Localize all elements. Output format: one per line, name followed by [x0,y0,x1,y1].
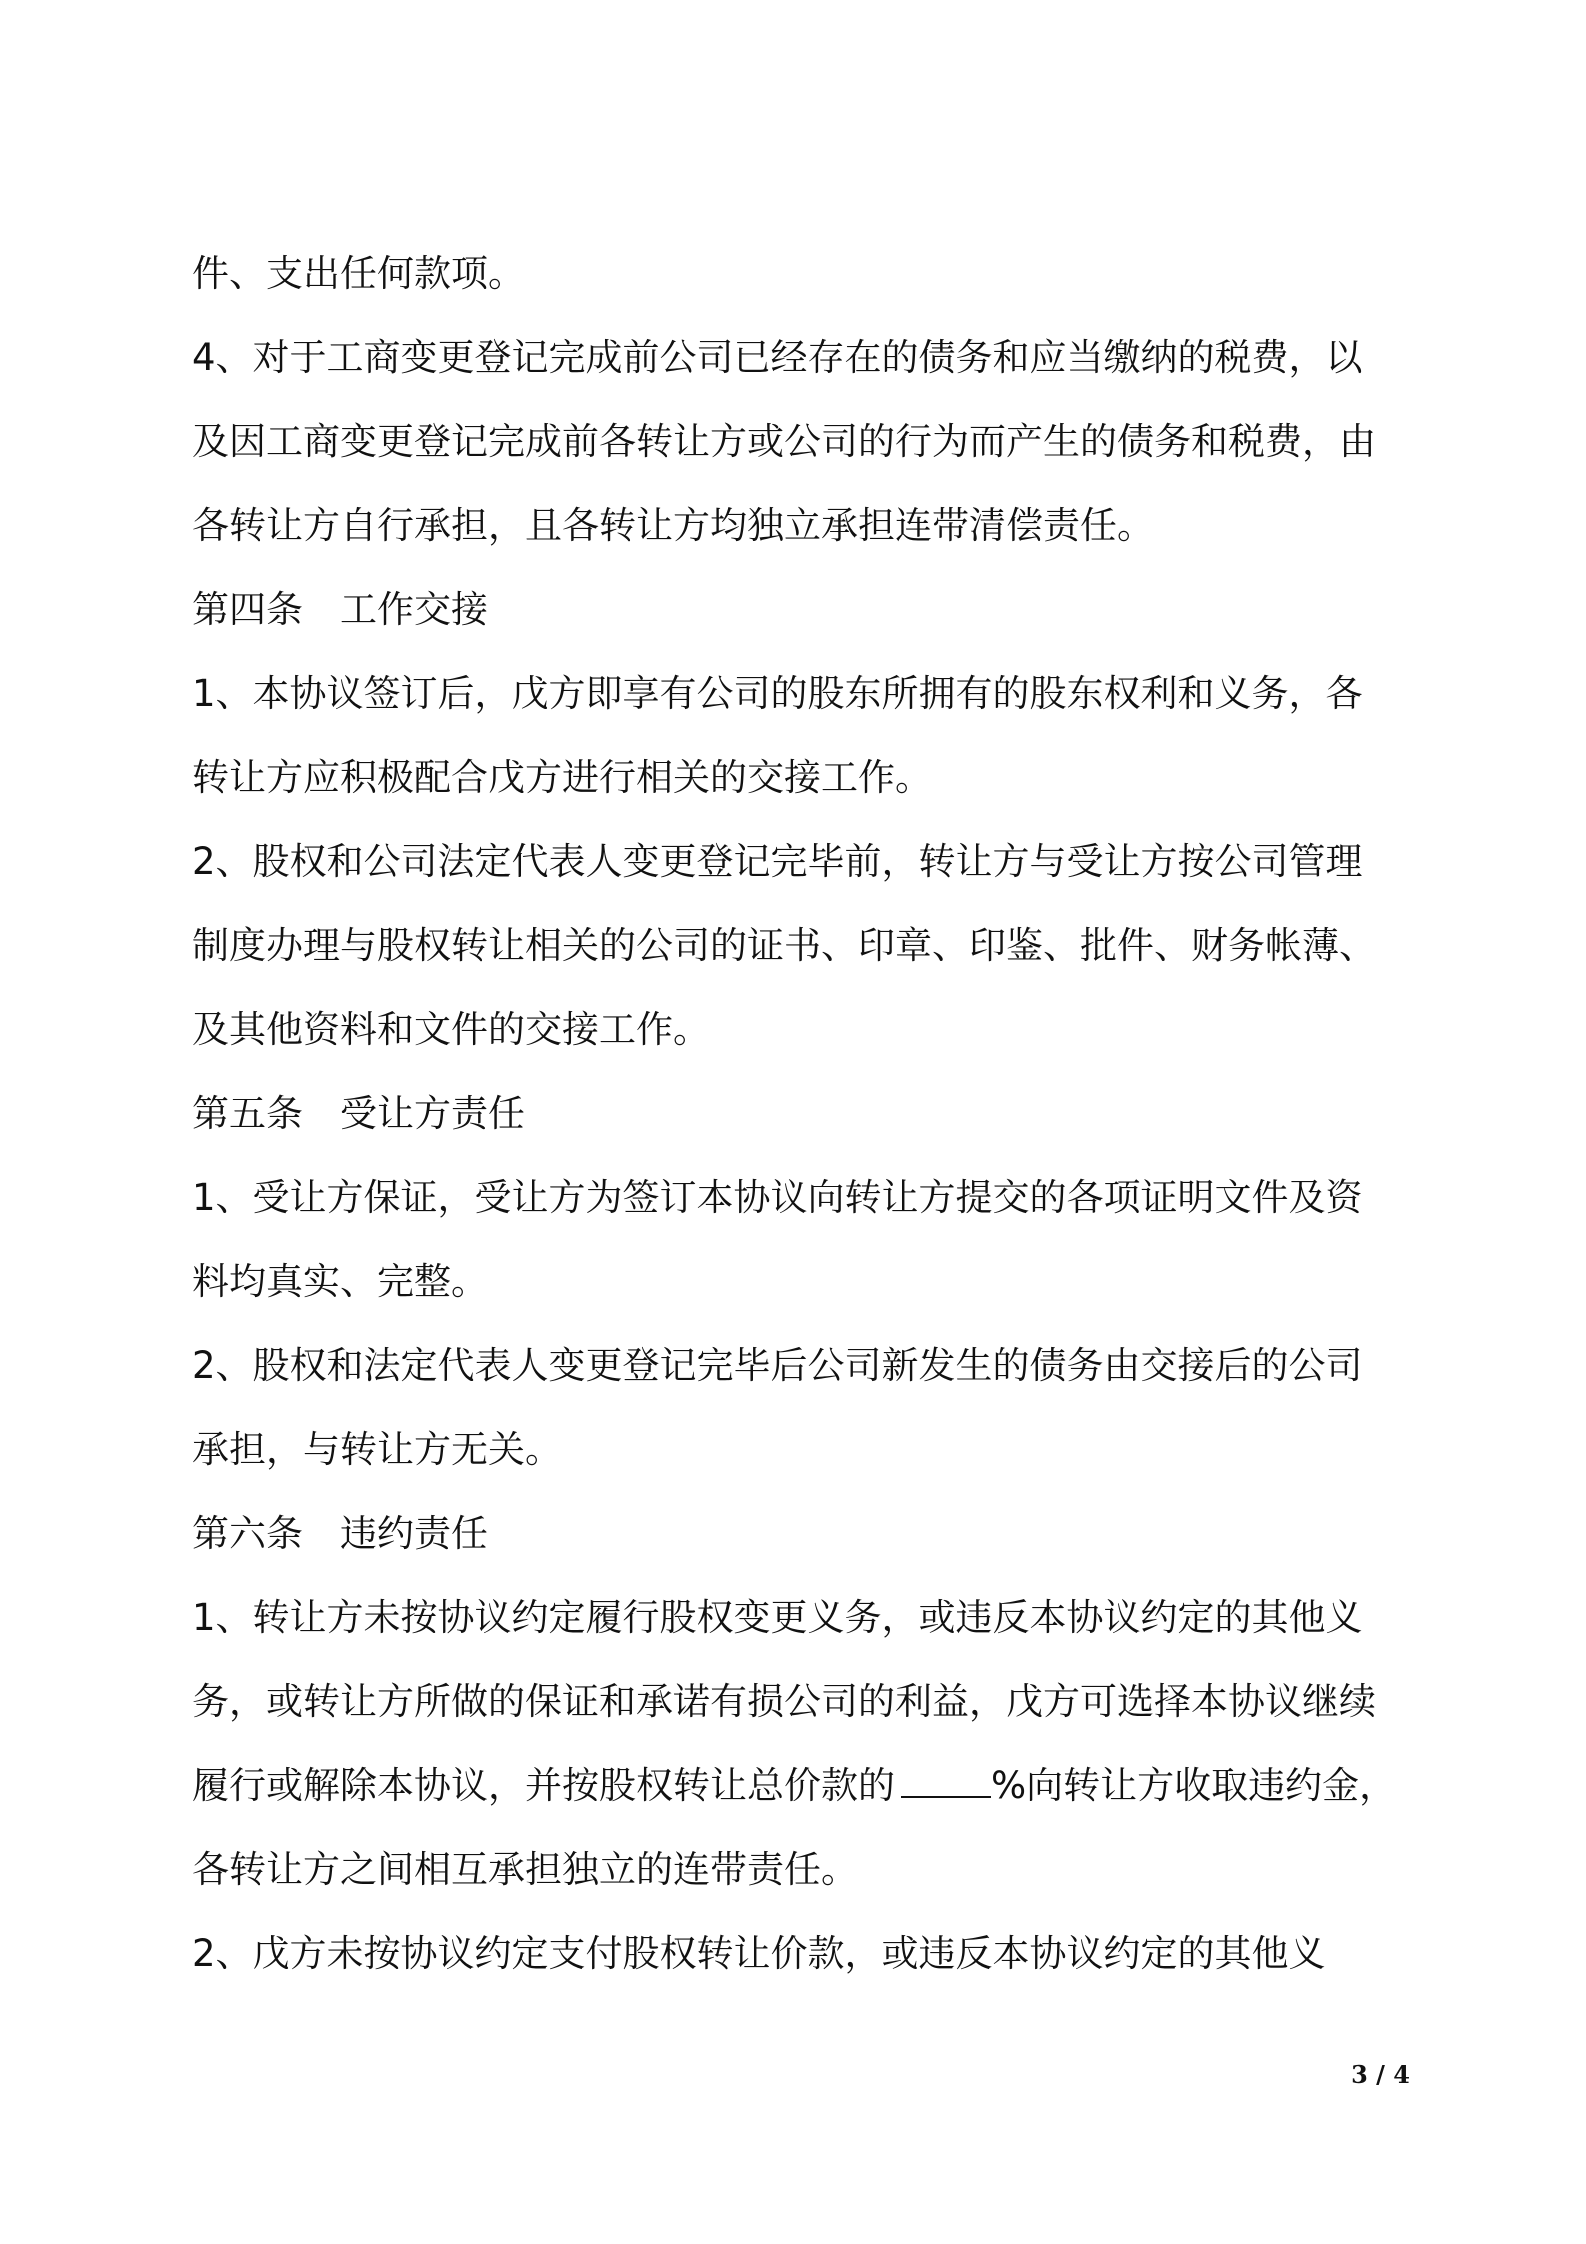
article-4-heading [192,568,1432,652]
article-number: 第五条 [192,1092,303,1135]
article-title: 受让方责任 [340,1092,525,1135]
text-line: 制度办理与股权转让相关的公司的证书、印章、印鉴、批件、财务帐薄、 [192,924,1376,967]
article-5-heading [192,1072,1432,1156]
text-line: 2、股权和法定代表人变更登记完毕后公司新发生的债务由交接后的公司 [192,1344,1363,1387]
text-line: 及因工商变更登记完成前各转让方或公司的行为而产生的债务和税费，由 [192,420,1376,463]
text-line: 承担，与转让方无关。 [192,1428,562,1471]
text-line: 转让方应积极配合戊方进行相关的交接工作。 [192,756,932,799]
text-line: 2、股权和公司法定代表人变更登记完毕前，转让方与受让方按公司管理 [192,840,1363,883]
document-body [192,232,1432,1996]
text-line: 1、本协议签订后，戊方即享有公司的股东所拥有的股东权利和义务，各 [192,672,1363,715]
text-line: 4、对于工商变更登记完成前公司已经存在的债务和应当缴纳的税费，以 [192,336,1363,379]
penalty-line [192,1744,1432,1828]
text-line: 料均真实、完整。 [192,1260,488,1303]
article-title: 工作交接 [340,588,488,631]
penalty-percent-blank [901,1756,991,1798]
text-line: 及其他资料和文件的交接工作。 [192,1008,710,1051]
text-line: 1、转让方未按协议约定履行股权变更义务，或违反本协议约定的其他义 [192,1596,1363,1639]
text-line: 各转让方之间相互承担独立的连带责任。 [192,1848,858,1891]
text-line: 各转让方自行承担，且各转让方均独立承担连带清偿责任。 [192,504,1154,547]
penalty-text-after: %向转让方收取违约金， [991,1764,1397,1807]
penalty-text-before: 履行或解除本协议，并按股权转让总价款的 [192,1764,895,1807]
article-number: 第四条 [192,588,303,631]
text-line: 1、受让方保证，受让方为签订本协议向转让方提交的各项证明文件及资 [192,1176,1363,1219]
article-title: 违约责任 [340,1512,488,1555]
article-number: 第六条 [192,1512,303,1555]
text-line: 件、支出任何款项。 [192,252,525,295]
text-line: 2、戊方未按协议约定支付股权转让价款，或违反本协议约定的其他义 [192,1932,1326,1975]
page-number: 3 / 4 [1351,2060,1410,2089]
article-6-heading [192,1492,1432,1576]
text-line: 务，或转让方所做的保证和承诺有损公司的利益，戊方可选择本协议继续 [192,1680,1376,1723]
